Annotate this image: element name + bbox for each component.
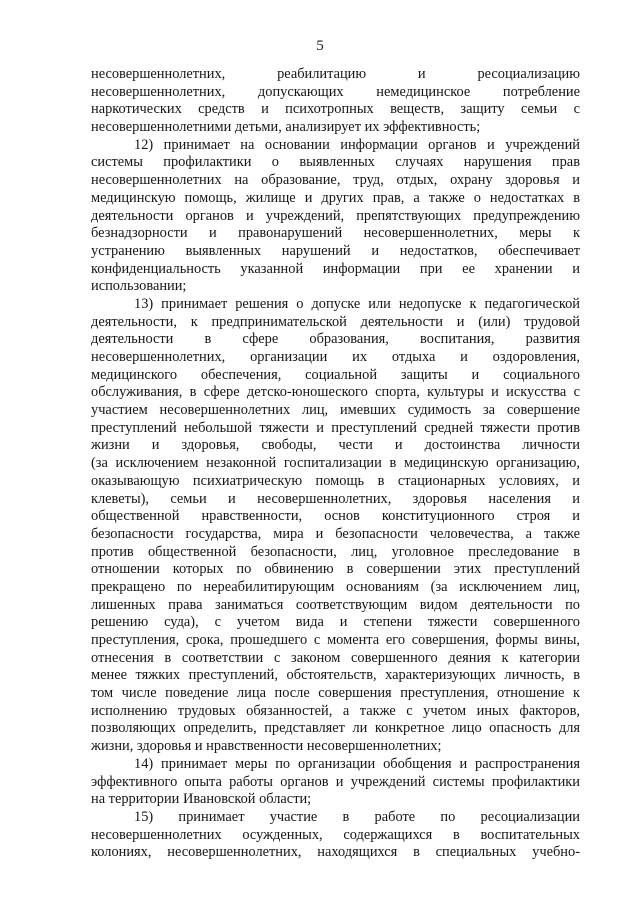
text-line: прекращено по нереабилитирующим основаниям (за исключением лиц, xyxy=(91,578,580,595)
text-line: против общественной безопасности, лиц, уголовное преследование в xyxy=(91,543,580,560)
text-line: отношении которых по обвинению в совершении этих преступлений xyxy=(91,561,580,578)
text-line: на территории Ивановской области; xyxy=(91,791,312,808)
text-line: позволяющих определить, представляет ли конкретное лицо опасность для xyxy=(91,720,580,737)
text-line: 14) принимает меры по организации обобщения и распространения xyxy=(134,755,580,772)
text-line: общественной нравственности, основ конституционного строя и xyxy=(91,508,580,525)
text-line: устранению выявленных нарушений и недостатков, обеспечивает xyxy=(91,242,580,259)
text-line: колониях, несовершеннолетних, находящихся в специальных учебно- xyxy=(91,844,580,861)
text-line: несовершеннолетними детьми, анализирует их эффективность; xyxy=(91,119,481,136)
text-line: отнесения в соответствии с законом совершенного деяния к категории xyxy=(91,649,580,666)
text-line: менее тяжких преступлений, обстоятельств, характеризующих личность, в xyxy=(91,667,580,684)
document-body xyxy=(91,66,580,862)
text-line: медицинского обеспечения, социальной защиты и социального xyxy=(91,366,580,383)
text-line: медицинскую помощь, жилище и других прав, а также о недостатках в xyxy=(91,189,580,206)
text-line: деятельности органов и учреждений, препятствующих предупреждению xyxy=(91,207,580,224)
text-line: системы профилактики о выявленных случаях нарушения прав xyxy=(91,154,580,171)
text-line: деятельности в сфере образования, воспитания, развития xyxy=(91,331,580,348)
page-number: 5 xyxy=(316,38,324,54)
text-line: решению суда), с учетом вида и степени тяжести совершенного xyxy=(91,614,580,631)
text-line: оказывающую психиатрическую помощь в стационарных условиях, и xyxy=(91,472,580,489)
text-line: использовании; xyxy=(91,278,187,295)
text-line: участием несовершеннолетних лиц, имевших судимость за совершение xyxy=(91,402,580,419)
text-line: несовершеннолетних осужденных, содержащихся в воспитательных xyxy=(91,826,580,843)
text-line: лишенных права заниматься соответствующим видом деятельности по xyxy=(91,596,580,613)
text-line: безнадзорности и правонарушений несовершеннолетних, меры к xyxy=(91,225,580,242)
text-line: жизни и здоровья, свободы, чести и достоинства личности xyxy=(91,437,580,454)
text-line: жизни, здоровья и нравственности несовершеннолетних; xyxy=(91,738,442,755)
text-line: 13) принимает решения о допуске или недопуске к педагогической xyxy=(134,295,580,312)
text-line: том числе поведение лица после совершения преступления, отношение к xyxy=(91,685,580,702)
text-line: обслуживания, в сфере детско-юношеского спорта, культуры и искусства с xyxy=(91,384,580,401)
text-line: несовершеннолетних, допускающих немедицинское потребление xyxy=(91,83,580,100)
text-line: преступлений небольшой тяжести и преступлений средней тяжести против xyxy=(91,419,580,436)
text-line: наркотических средств и психотропных веществ, защиту семьи с xyxy=(91,101,580,118)
text-line: конфиденциальность указанной информации при ее хранении и xyxy=(91,260,580,277)
text-line: исполнению трудовых обязанностей, а также с учетом иных факторов, xyxy=(91,702,580,719)
text-line: 12) принимает на основании информации органов и учреждений xyxy=(134,136,580,153)
text-line: несовершеннолетних, организации их отдыха и оздоровления, xyxy=(91,349,580,365)
text-line: несовершеннолетних на образование, труд, отдых, охрану здоровья и xyxy=(91,172,580,189)
text-line: клеветы), семьи и несовершеннолетних, здоровья населения и xyxy=(91,490,580,507)
text-line: деятельности, к предпринимательской деятельности и (или) трудовой xyxy=(91,313,580,330)
text-line: (за исключением незаконной госпитализации в медицинскую организацию, xyxy=(91,455,580,472)
text-line: 15) принимает участие в работе по ресоциализации xyxy=(134,808,580,825)
text-line: преступления, срока, прошедшего с момента его совершения, формы вины, xyxy=(91,632,580,648)
text-line: эффективного опыта работы органов и учреждений системы профилактики xyxy=(91,773,580,790)
text-line: безопасности государства, мира и безопасности человечества, а также xyxy=(91,525,580,542)
text-line: несовершеннолетних, реабилитацию и ресоциализацию xyxy=(91,66,580,82)
